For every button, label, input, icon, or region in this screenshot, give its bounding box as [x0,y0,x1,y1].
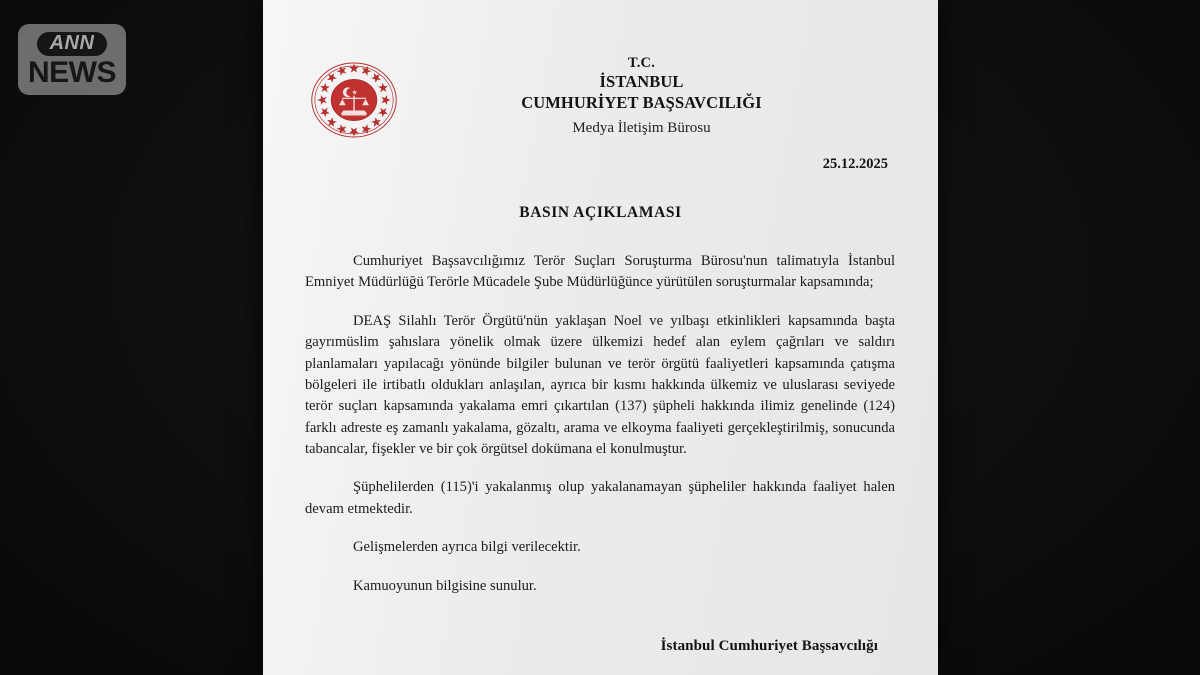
body-paragraph: DEAŞ Silahlı Terör Örgütü'nün yaklaşan Noel ve yılbaşı etkinlikleri kapsamında başta gayrımüslim şahıslara yönelik olmak üzere ülkemizi hedef alan eylem çağrıları ve saldırı planlamaları yapılacağı yönünde bilgiler bulunan ve terör örgütü faaliyetleri kapsamında çatışma bölgeleri ile irtibatlı oldukları anlaşılan, ayrıca bir kısmı hakkında ülkemiz ve uluslarası seviyede terör suçları kapsamında yakalama emri çıkartılan (137) şüpheli hakkında ilimiz genelinde (124) farklı adreste eş zamanlı yakalama, gözaltı, arama ve elkoyma faaliyeti gerçekleştirilmiş, sonucunda tabancalar, fişekler ve bir çok örgütsel dokümana el konulmuştur. [305,312,895,457]
body-paragraph: Kamuoyunun bilgisine sunulur. [353,577,537,594]
channel-logo-news-text: NEWS [28,55,116,89]
channel-logo-watermark [18,24,126,95]
document-signature: İstanbul Cumhuriyet Başsavcılığı [660,637,878,654]
letterhead-subtitle: Medya İletişim Bürosu [572,120,711,137]
press-release-document [263,0,938,675]
document-date: 25.12.2025 [822,156,888,172]
emblem-container [295,52,413,144]
page-title: BASIN AÇIKLAMASI [519,204,682,221]
letterhead-line-office: CUMHURİYET BAŞSAVCILIĞI [521,93,762,113]
channel-logo-ann-text: ANN [37,32,108,56]
letterhead [295,0,906,137]
letterhead-text [413,52,906,140]
letterhead-line-tc: T.C. [627,55,656,71]
turkish-ministry-of-justice-seal-icon [310,56,398,144]
body-paragraph: Cumhuriyet Başsavcılığımız Terör Suçları Soruşturma Bürosu'nun talimatıyla İstanbul Emniyet Müdürlüğü Terörle Mücadele Şube Müdürlüğünce yürütülen soruşturmalar kapsamında; [305,253,895,291]
document-body [295,251,906,597]
letterhead-line-city: İSTANBUL [599,72,684,92]
body-paragraph: Gelişmelerden ayrıca bilgi verilecektir. [353,539,581,556]
body-paragraph: Şüphelilerden (115)'i yakalanmış olup yakalanamayan şüpheliler hakkında faaliyet halen devam etmektedir. [305,479,895,517]
